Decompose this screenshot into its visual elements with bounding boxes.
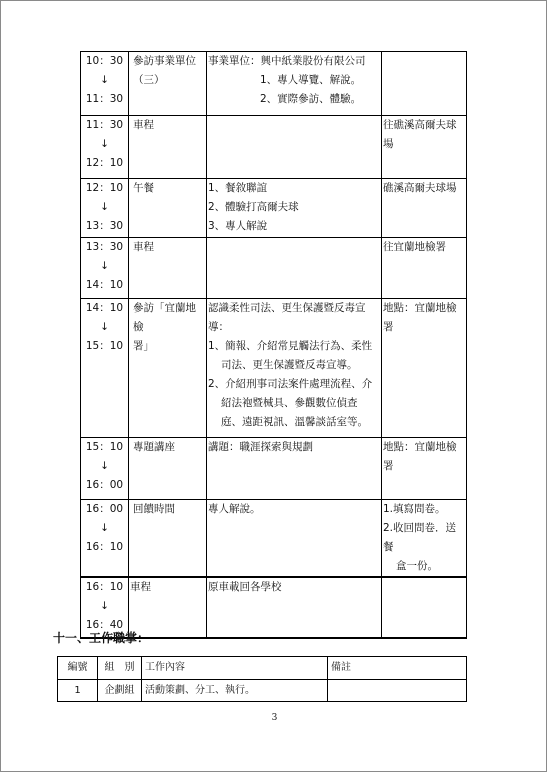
time-cell: [81, 179, 129, 238]
note-cell: [382, 299, 467, 438]
down-arrow-icon: ↓: [100, 201, 109, 213]
header-remarks: 備註: [328, 657, 467, 680]
note-line: 2.收回問卷．送餐: [383, 522, 457, 553]
content-cell: [207, 438, 382, 500]
note-cell: [382, 52, 467, 116]
time-start: 10：30: [85, 55, 124, 67]
activity-text: （三）: [133, 74, 165, 86]
activity-text: 署」: [133, 340, 154, 352]
header-group: 組 別: [98, 657, 142, 680]
activity-text: 參訪「宜蘭地檢: [133, 302, 196, 333]
note-cell: [382, 577, 467, 638]
content-line: 原車載回各學校: [208, 581, 282, 593]
time-cell: [81, 52, 129, 116]
activity-text: 車程: [130, 581, 151, 593]
time-end: 11：30: [85, 93, 124, 105]
activity-text: 午餐: [133, 182, 154, 194]
schedule-row: [81, 52, 467, 116]
content-cell: [207, 577, 382, 638]
section-heading: 十一、工作職掌：: [53, 631, 150, 645]
content-line: 講題：職涯探索與規劃: [208, 441, 313, 453]
time-cell: [81, 500, 129, 578]
time-start: 14：10: [85, 302, 124, 314]
time-cell: [81, 116, 129, 179]
content-cell: [207, 238, 382, 299]
content-line: 2、介紹刑事司法案件處理流程、介: [208, 378, 373, 390]
time-end: 14：10: [85, 279, 124, 291]
activity-text: 回饋時間: [133, 503, 175, 515]
content-line: 2、實際參訪、體驗。: [260, 93, 362, 105]
activity-cell: [129, 299, 207, 438]
schedule-row: [81, 116, 467, 179]
header-work-content: 工作內容: [142, 657, 328, 680]
note-cell: [382, 500, 467, 578]
activity-cell: [129, 577, 207, 638]
schedule-row: [81, 577, 467, 638]
content-cell: [207, 116, 382, 179]
note-cell: [382, 116, 467, 179]
note-line: 往礁溪高爾夫球: [383, 119, 457, 131]
content-cell: [207, 500, 382, 578]
note-line: 地點：宜蘭地檢署: [383, 302, 457, 333]
activity-cell: [129, 438, 207, 500]
schedule-row: [81, 438, 467, 500]
time-end: 15：10: [85, 340, 124, 352]
activity-text: 車程: [133, 119, 154, 131]
down-arrow-icon: ↓: [100, 522, 109, 534]
time-start: 11：30: [85, 119, 124, 131]
duty-row: [58, 680, 467, 702]
content-line: 導：: [208, 321, 229, 333]
time-end: 12：10: [85, 157, 124, 169]
activity-cell: [129, 238, 207, 299]
content-line: 專人解說。: [208, 503, 261, 515]
duty-header-row: [58, 657, 467, 680]
activity-cell: [129, 52, 207, 116]
note-line: 地點：宜蘭地檢署: [383, 441, 457, 472]
content-line: 3、專人解說: [208, 220, 268, 232]
schedule-row: [81, 299, 467, 438]
content-line: 2、體驗打高爾夫球: [208, 201, 299, 213]
time-cell: [81, 299, 129, 438]
schedule-table: [80, 51, 467, 639]
content-line: 1、專人導覽、解說。: [260, 74, 362, 86]
note-line: 場: [383, 138, 394, 150]
content-line: 事業單位：興中紙業股份有限公司: [208, 55, 366, 67]
note-cell: [382, 438, 467, 500]
schedule-row: [81, 500, 467, 578]
time-cell: [81, 577, 129, 638]
time-cell: [81, 238, 129, 299]
time-start: 13：30: [85, 241, 124, 253]
time-start: 12：10: [85, 182, 124, 194]
note-cell: [382, 238, 467, 299]
down-arrow-icon: ↓: [100, 260, 109, 272]
time-start: 16：00: [85, 503, 124, 515]
activity-text: 專題講座: [133, 441, 175, 453]
content-cell: [207, 179, 382, 238]
down-arrow-icon: ↓: [100, 74, 109, 86]
schedule-row: [81, 238, 467, 299]
content-line: 1、餐敘聯誼: [208, 182, 268, 194]
schedule-row: [81, 179, 467, 238]
duty-remarks: [328, 680, 467, 702]
note-line: 往宜蘭地檢署: [383, 241, 446, 253]
time-cell: [81, 438, 129, 500]
down-arrow-icon: ↓: [100, 138, 109, 150]
page-number: 3: [271, 713, 278, 723]
activity-text: 參訪事業單位: [133, 55, 196, 67]
activity-cell: [129, 500, 207, 578]
content-line: 紹法袍暨械具、參觀數位偵查: [221, 397, 358, 409]
content-cell: [207, 299, 382, 438]
activity-cell: [129, 179, 207, 238]
time-start: 15：10: [85, 441, 124, 453]
time-end: 16：40: [85, 619, 124, 631]
time-end: 16：10: [85, 541, 124, 553]
time-end: 13：30: [85, 220, 124, 232]
content-cell: [207, 52, 382, 116]
activity-text: 車程: [133, 241, 154, 253]
down-arrow-icon: ↓: [100, 460, 109, 472]
down-arrow-icon: ↓: [100, 600, 109, 612]
note-line: 礁溪高爾夫球場: [383, 182, 457, 194]
content-line: 1、簡報、介紹常見觸法行為、柔性: [208, 340, 373, 352]
note-line: 1.填寫問卷。: [383, 503, 446, 515]
duty-table: [57, 656, 467, 702]
note-cell: [382, 179, 467, 238]
duty-number: 1: [58, 680, 98, 702]
content-line: 認識柔性司法、更生保護暨反毒宣: [208, 302, 366, 314]
duty-group: 企劃組: [98, 680, 142, 702]
note-line: 盒一份。: [396, 560, 438, 572]
duty-content: 活動策劃、分工、執行。: [142, 680, 328, 702]
time-start: 16：10: [85, 581, 124, 593]
down-arrow-icon: ↓: [100, 321, 109, 333]
content-line: 司法、更生保護暨反毒宣導。: [221, 359, 358, 371]
content-line: 庭、遠距視訊、溫馨談話室等。: [221, 416, 368, 428]
header-number: 編號: [58, 657, 98, 680]
time-end: 16：00: [85, 479, 124, 491]
activity-cell: [129, 116, 207, 179]
